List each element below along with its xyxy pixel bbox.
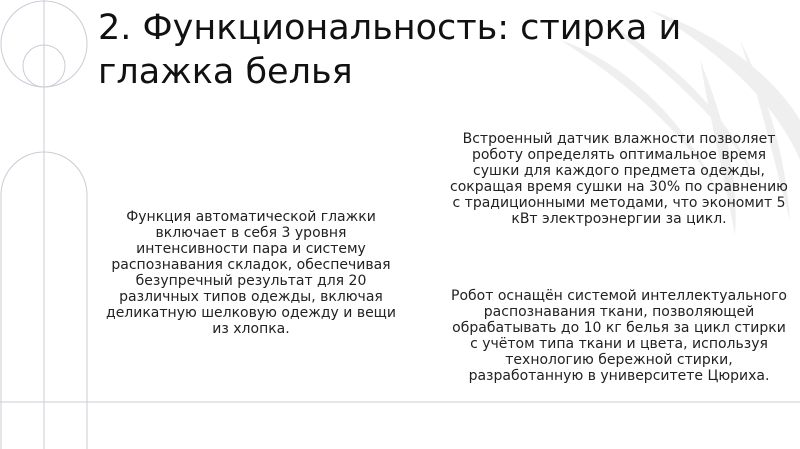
paragraph-ironing: Функция автоматической глажки включает в себя 3 уровня интенсивности пара и систему распознавания складок, обеспечивая безупречный результат для 20 различных типов одежды, включая деликатную шелковую одежду и вещи из хлопка.	[106, 209, 396, 337]
paragraph-humidity-sensor: Встроенный датчик влажности позволяет роботу определять оптимальное время сушки для каждого предмета одежды, сокращая время сушки на 30% по сравнению с традиционными методами, что экономит 5 кВт электроэнергии за цикл.	[450, 131, 788, 227]
paragraph-fabric-recognition: Робот оснащён системой интеллектуального распознавания ткани, позволяющей обрабатывать до 10 кг белья за цикл стирки с учётом типа ткани и цвета, используя технологию бережной стирки, разработанную в университете Цюриха.	[451, 288, 787, 384]
slide-title: 2. Функциональность: стирка и глажка белья	[98, 8, 682, 92]
